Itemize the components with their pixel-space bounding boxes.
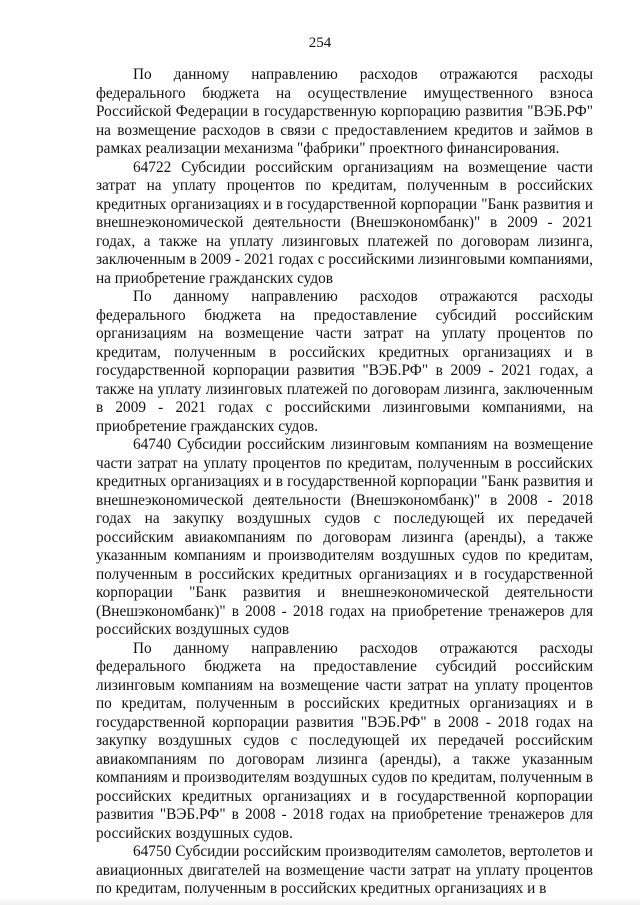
document-body xyxy=(96,66,593,899)
paragraph-code-64740-heading: 64740 Субсидии российским лизинговым компаниям на возмещение части затрат на уплату процентов по кредитам, полученным в российских кредитных организациях и в государственной корпорации "Банк развития и внешнеэкономической деятельности (Внешэкономбанк)" в 2008 - 2018 годах на закупку воздушных судов с последующей их передачей российским авиакомпаниям по договорам лизинга (аренды), а также указанным компаниям и производителям воздушных судов по кредитам, полученным в российских кредитных организациях и в государственной корпорации "Банк развития и внешнеэкономической деятельности (Внешэкономбанк)" в 2008 - 2018 годах на приобретение тренажеров для российских воздушных судов xyxy=(96,436,593,638)
paragraph-code-64722-description: По данному направлению расходов отражаются расходы федерального бюджета на предоставление субсидий российским организациям на возмещение части затрат на уплату процентов по кредитам, полученным в российских кредитных организациях и в государственной корпорации развития "ВЭБ.РФ" в 2009 - 2021 годах, а также на уплату лизинговых платежей по договорам лизинга, заключенным в 2009 - 2021 годах с российскими лизинговыми компаниями, на приобретение гражданских судов. xyxy=(96,288,593,435)
scan-edge-shadow xyxy=(0,897,640,905)
paragraph-code-64740-description: По данному направлению расходов отражаются расходы федерального бюджета на предоставление субсидий российским лизинговым компаниям на возмещение части затрат на уплату процентов по кредитам, полученным в российских кредитных организациях и в государственной корпорации развития "ВЭБ.РФ" в 2008 - 2018 годах на закупку воздушных судов с последующей их передачей российским авиакомпаниям по договорам лизинга (аренды), а также указанным компаниям и производителям воздушных судов по кредитам, полученным в российских кредитных организациях и в государственной корпорации развития "ВЭБ.РФ" в 2008 - 2018 годах на приобретение тренажеров для российских воздушных судов. xyxy=(96,639,593,842)
paragraph-expense-description-veb: По данному направлению расходов отражаются расходы федерального бюджета на осуществление имущественного взноса Российской Федерации в государственную корпорацию развития "ВЭБ.РФ" на возмещение расходов в связи с предоставлением кредитов и займов в рамках реализации механизма "фабрики" проектного финансирования. xyxy=(96,66,593,157)
paragraph-code-64750-heading: 64750 Субсидии российским производителям самолетов, вертолетов и авиационных двигателей на возмещение части затрат на уплату процентов по кредитам, полученным в российских кредитных организациях и в xyxy=(96,843,593,897)
paragraph-code-64722-heading: 64722 Субсидии российским организациям на возмещение части затрат на уплату процентов по кредитам, полученным в российских кредитных организациях и в государственной корпорации "Банк развития и внешнеэкономической деятельности (Внешэкономбанк)" в 2009 - 2021 годах, а также на уплату лизинговых платежей по договорам лизинга, заключенным в 2009 - 2021 годах с российскими лизинговыми компаниями, на приобретение гражданских судов xyxy=(96,158,593,287)
page-number: 254 xyxy=(308,35,332,51)
